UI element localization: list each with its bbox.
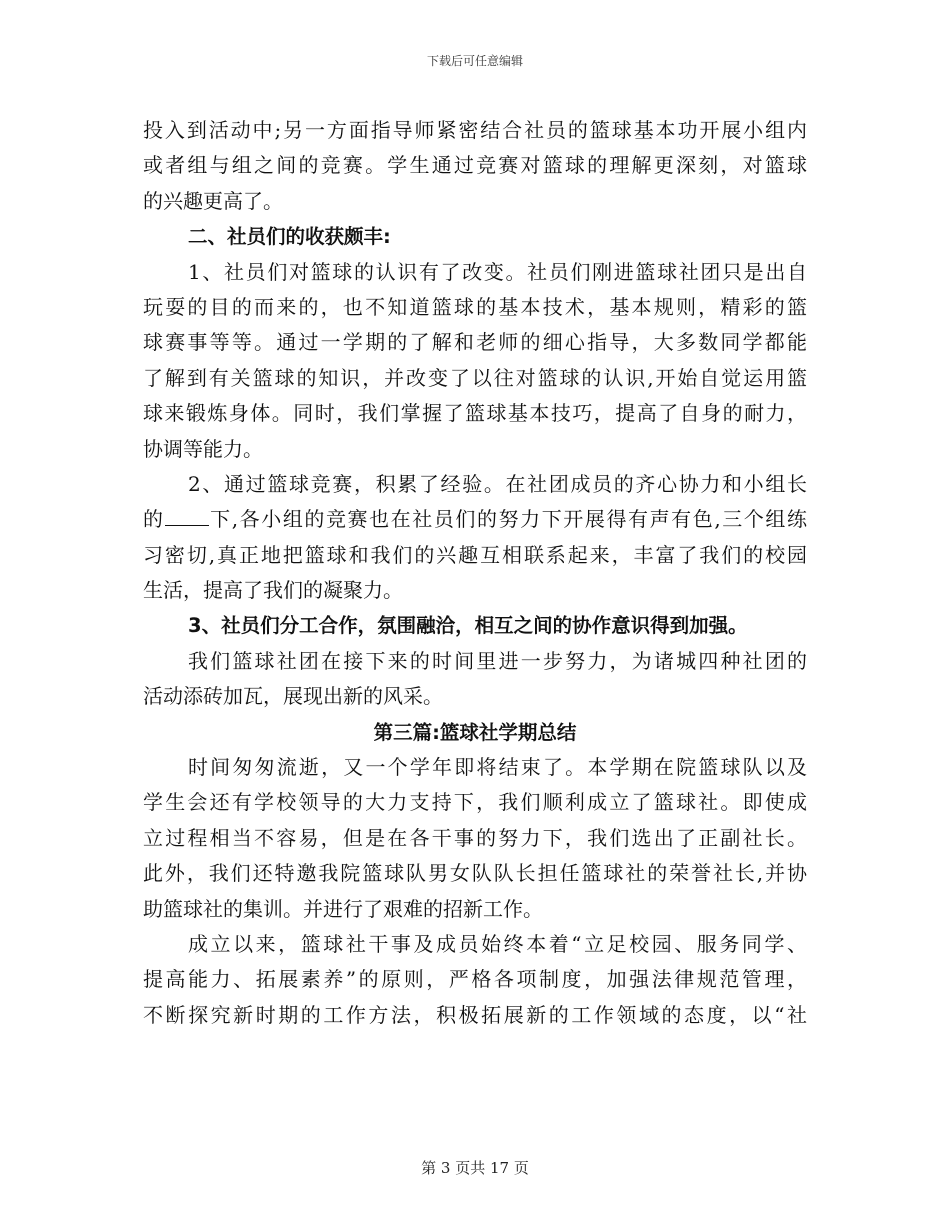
section-heading: 二、社员们的收获颇丰:	[188, 225, 391, 249]
document-body	[143, 113, 807, 1033]
paragraph-line: 活动添砖加瓦，展现出新的风采。	[143, 684, 443, 709]
paragraph-line: 成立以来，篮球社干事及成员始终本着“立足校园、服务同学、	[188, 931, 807, 956]
page-header: 下载后可任意编辑	[426, 54, 523, 68]
paragraph-line: 球赛事等等。通过一学期的了解和老师的细心指导，大多数同学都能	[143, 330, 807, 355]
paragraph-line-with-blank	[143, 502, 807, 537]
paragraph-line: 2、通过篮球竞赛，积累了经验。在社团成员的齐心协力和小组长	[188, 471, 807, 496]
paragraph-line: 玩耍的目的而来的，也不知道篮球的基本技术，基本规则，精彩的篮	[143, 294, 807, 319]
paragraph-line: 球来锻炼身体。同时，我们掌握了篮球基本技巧，提高了自身的耐力，	[143, 401, 807, 426]
paragraph-line: 我们篮球社团在接下来的时间里进一步努力，为诸城四种社团的	[188, 648, 807, 673]
paragraph-line: 或者组与组之间的竞赛。学生通过竞赛对篮球的理解更深刻，对篮球	[143, 153, 807, 178]
paragraph-line: 不断探究新时期的工作方法，积极拓展新的工作领域的态度，以“社	[143, 1002, 807, 1027]
page-number: 第 3 页共 17 页	[421, 1159, 529, 1177]
paragraph-line: 了解到有关篮球的知识，并改变了以往对篮球的认识,开始自觉运用篮	[143, 365, 807, 390]
line-prefix: 的	[143, 507, 165, 532]
paragraph-line: 此外，我们还特邀我院篮球队男女队队长担任篮球社的荣誉社长,并协	[143, 861, 807, 886]
paragraph-line: 提高能力、拓展素养”的原则，严格各项制度，加强法律规范管理，	[143, 967, 807, 992]
paragraph-line: 的兴趣更高了。	[143, 188, 283, 213]
paragraph-line: 助篮球社的集训。并进行了艰难的招新工作。	[143, 896, 543, 921]
paragraph-line: 学生会还有学校领导的大力支持下，我们顺利成立了篮球社。即使成	[143, 790, 807, 815]
paragraph-line: 习密切,真正地把篮球和我们的兴趣互相联系起来，丰富了我们的校园	[143, 542, 807, 567]
line-rest: 下,各小组的竞赛也在社员们的努力下开展得有声有色,三个组练	[208, 507, 807, 532]
fill-in-blank	[165, 505, 209, 526]
paragraph-line: 1、社员们对篮球的认识有了改变。社员们刚进篮球社团只是出自	[188, 259, 807, 284]
paragraph-line: 投入到活动中;另一方面指导师紧密结合社员的篮球基本功开展小组内	[143, 118, 807, 142]
paragraph-line: 时间匆匆流逝，又一个学年即将结束了。本学期在院篮球队以及	[188, 755, 807, 780]
paragraph-line: 生活，提高了我们的凝聚力。	[143, 578, 403, 603]
paragraph-line: 立过程相当不容易，但是在各干事的努力下，我们选出了正副社长。	[143, 825, 807, 850]
section-heading: 3、社员们分工合作，氛围融洽，相互之间的协作意识得到加强。	[188, 614, 748, 638]
paragraph-line: 协调等能力。	[143, 436, 263, 461]
chapter-title: 第三篇:篮球社学期总结	[373, 720, 577, 744]
